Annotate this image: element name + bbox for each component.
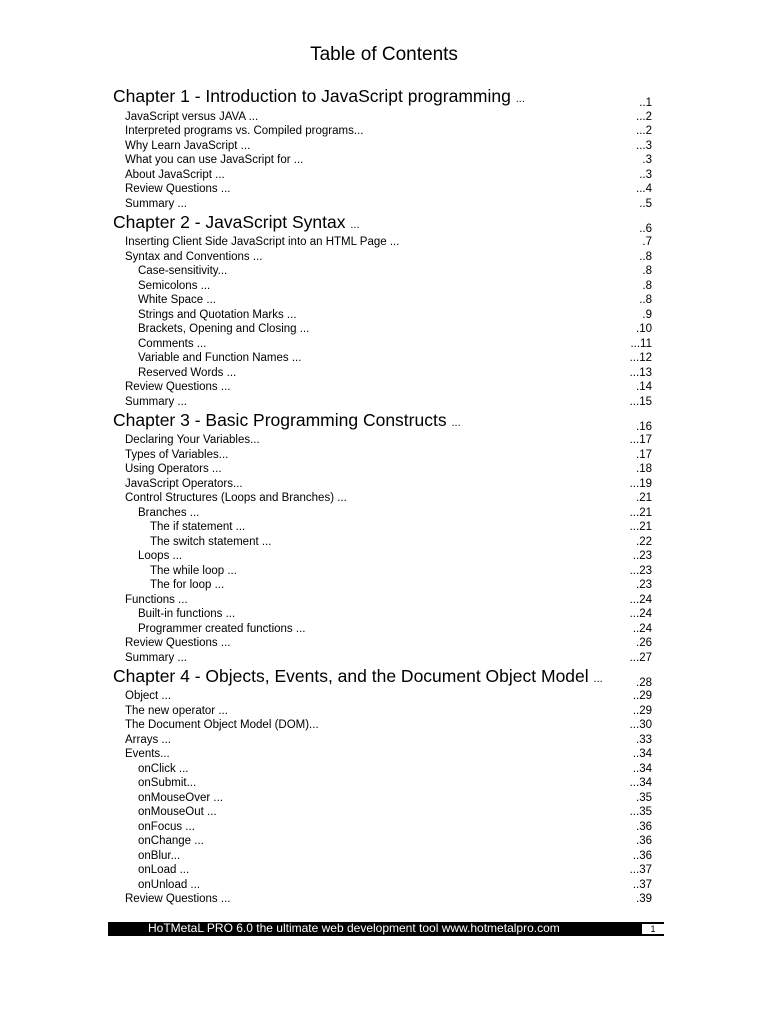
toc-entry[interactable] [0, 492, 768, 507]
toc-entry-page: ...35 [629, 806, 652, 818]
toc-entry[interactable] [0, 864, 768, 879]
toc-entry-title: Programmer created functions ... [138, 622, 306, 635]
toc-entry-title: onMouseOver ... [138, 791, 224, 804]
toc-list [0, 86, 768, 907]
toc-entry-title: Variable and Function Names ... [138, 352, 302, 364]
toc-entry[interactable] [0, 352, 768, 367]
toc-entry-title: JavaScript Operators... [125, 477, 243, 490]
toc-entry-page: ...37 [629, 864, 652, 876]
footer-text: HoTMetaL PRO 6.0 the ultimate web development tool www.hotmetalpro.com [148, 921, 560, 935]
page-title: Table of Contents [310, 44, 458, 65]
toc-entry-dots: ... [515, 93, 525, 105]
toc-entry[interactable] [0, 878, 768, 893]
toc-entry-title: White Space ... [138, 294, 216, 306]
toc-entry-page: ..34 [632, 762, 652, 775]
toc-entry-page: ..5 [639, 197, 652, 210]
toc-entry-page: ...2 [636, 110, 652, 123]
toc-entry[interactable] [0, 820, 768, 835]
toc-entry-page: ...12 [629, 352, 652, 364]
toc-entry-title: Comments ... [138, 337, 207, 350]
toc-entry[interactable] [0, 337, 768, 352]
toc-entry-page: ..23 [632, 550, 652, 562]
toc-entry[interactable] [0, 637, 768, 652]
toc-entry-title: Object ... [125, 690, 172, 702]
toc-entry-title: onClick ... [138, 762, 189, 775]
toc-entry-title: Strings and Quotation Marks ... [138, 308, 297, 321]
toc-entry[interactable] [0, 622, 768, 637]
toc-entry-title: The if statement ... [150, 521, 246, 533]
toc-entry[interactable] [0, 835, 768, 850]
toc-entry-title: Semicolons ... [138, 279, 211, 292]
toc-entry-title: The switch statement ... [150, 535, 272, 548]
toc-entry-page: ..8 [639, 250, 652, 263]
toc-entry-page: ..24 [632, 622, 652, 635]
toc-entry-page: ...15 [629, 395, 652, 408]
toc-entry[interactable] [0, 366, 768, 381]
toc-entry[interactable] [0, 250, 768, 265]
toc-entry[interactable] [0, 593, 768, 608]
toc-entry[interactable] [0, 550, 768, 565]
toc-entry[interactable] [0, 308, 768, 323]
toc-entry-page: .3 [642, 154, 652, 166]
toc-entry-title: Arrays ... [125, 733, 172, 746]
toc-entry-page: ...17 [629, 434, 652, 446]
toc-entry[interactable] [0, 849, 768, 864]
toc-entry[interactable] [0, 154, 768, 169]
toc-entry[interactable] [0, 733, 768, 748]
toc-entry[interactable] [0, 477, 768, 492]
toc-entry-page: .16 [636, 420, 652, 433]
toc-entry-title: Chapter 1 - Introduction to JavaScript programming ... [113, 86, 525, 106]
toc-entry-page: ..29 [632, 704, 652, 717]
toc-entry-page: .7 [642, 236, 652, 248]
toc-entry[interactable] [0, 748, 768, 763]
toc-entry[interactable] [0, 236, 768, 251]
toc-entry-page: ..3 [639, 168, 652, 181]
toc-entry[interactable] [0, 125, 768, 140]
toc-entry-title: The Document Object Model (DOM)... [125, 719, 319, 731]
toc-entry-title: Why Learn JavaScript ... [125, 139, 251, 152]
toc-entry-title: Types of Variables... [125, 448, 229, 461]
toc-entry-title: Syntax and Conventions ... [125, 250, 263, 263]
toc-chapter-entry[interactable] [0, 86, 768, 110]
toc-entry-title: onFocus ... [138, 820, 195, 833]
toc-entry-title: Using Operators ... [125, 463, 222, 475]
toc-entry-page: ...30 [629, 719, 652, 731]
toc-entry-page: ...13 [629, 366, 652, 379]
toc-entry-page: ..6 [639, 222, 652, 235]
footer-page-number: 1 [642, 924, 664, 934]
toc-entry[interactable] [0, 448, 768, 463]
toc-entry-title: Review Questions ... [125, 381, 231, 393]
toc-entry-title: JavaScript versus JAVA ... [125, 110, 259, 123]
toc-entry[interactable] [0, 777, 768, 792]
toc-entry[interactable] [0, 183, 768, 198]
toc-entry-title: The while loop ... [150, 564, 237, 577]
toc-chapter-entry[interactable] [0, 666, 768, 690]
toc-entry-page: .17 [636, 448, 652, 461]
toc-entry-title: Case-sensitivity... [138, 265, 228, 277]
toc-entry-title: Review Questions ... [125, 183, 231, 195]
toc-entry[interactable] [0, 719, 768, 734]
toc-entry[interactable] [0, 265, 768, 280]
toc-entry[interactable] [0, 690, 768, 705]
toc-entry-page: .23 [636, 579, 652, 591]
toc-entry-page: ...21 [629, 521, 652, 533]
toc-entry-title: About JavaScript ... [125, 168, 225, 181]
toc-entry[interactable] [0, 279, 768, 294]
toc-entry[interactable] [0, 651, 768, 666]
toc-entry-page: .21 [636, 492, 652, 504]
toc-entry[interactable] [0, 381, 768, 396]
toc-entry-title: Control Structures (Loops and Branches) ... [125, 492, 347, 504]
toc-entry-title: Loops ... [138, 550, 183, 562]
toc-entry[interactable] [0, 506, 768, 521]
toc-entry-page: ...2 [636, 125, 652, 137]
toc-entry[interactable] [0, 197, 768, 212]
toc-entry[interactable] [0, 535, 768, 550]
toc-entry-title: onSubmit... [138, 777, 197, 789]
toc-entry-title: Review Questions ... [125, 893, 231, 905]
toc-entry[interactable] [0, 395, 768, 410]
toc-entry-title: Summary ... [125, 197, 187, 210]
toc-entry-title: onUnload ... [138, 878, 201, 891]
toc-entry-title: onBlur... [138, 849, 181, 862]
toc-entry-page: ..1 [639, 97, 652, 109]
toc-entry-page: .8 [642, 279, 652, 292]
toc-chapter-entry[interactable] [0, 212, 768, 236]
toc-entry-page: .26 [636, 637, 652, 649]
toc-entry-title: Chapter 2 - JavaScript Syntax ... [113, 211, 360, 232]
toc-entry-page: .35 [636, 791, 652, 804]
toc-entry-title: onChange ... [138, 835, 204, 847]
toc-entry[interactable] [0, 110, 768, 125]
toc-entry-title: Summary ... [125, 395, 187, 408]
toc-entry-page: ...27 [629, 651, 652, 664]
toc-entry-title: onMouseOut ... [138, 806, 217, 818]
toc-entry-title: Interpreted programs vs. Compiled programs... [125, 125, 364, 137]
toc-entry-page: ..37 [632, 878, 652, 891]
toc-entry-page: .9 [642, 308, 652, 321]
toc-entry-page: ...24 [629, 593, 652, 606]
toc-entry[interactable] [0, 521, 768, 536]
toc-entry[interactable] [0, 463, 768, 478]
toc-entry-title: Brackets, Opening and Closing ... [138, 323, 310, 335]
toc-entry-title: What you can use JavaScript for ... [125, 154, 304, 166]
toc-entry-page: ...24 [629, 608, 652, 620]
toc-entry-page: .22 [636, 535, 652, 548]
toc-entry[interactable] [0, 893, 768, 908]
toc-entry-title: The new operator ... [125, 704, 228, 717]
toc-entry[interactable] [0, 791, 768, 806]
toc-entry-page: ..8 [639, 294, 652, 306]
toc-entry-page: .39 [636, 893, 652, 905]
toc-entry[interactable] [0, 608, 768, 623]
toc-entry-page: ..34 [632, 748, 652, 760]
toc-entry-page: ...4 [636, 183, 652, 195]
toc-entry[interactable] [0, 294, 768, 309]
toc-entry-page: .8 [642, 265, 652, 277]
toc-entry[interactable] [0, 564, 768, 579]
toc-entry[interactable] [0, 704, 768, 719]
toc-entry-page: .14 [636, 381, 652, 393]
toc-entry-title: Declaring Your Variables... [125, 434, 260, 446]
toc-entry-page: ..29 [632, 690, 652, 702]
toc-entry-title: Chapter 4 - Objects, Events, and the Document Object Model ... [113, 665, 603, 686]
toc-entry-page: ...19 [629, 477, 652, 490]
toc-entry-page: ...11 [630, 337, 652, 350]
toc-entry-page: .33 [636, 733, 652, 746]
toc-chapter-entry[interactable] [0, 410, 768, 434]
toc-entry-title: onLoad ... [138, 864, 190, 876]
toc-entry-page: ..36 [632, 849, 652, 862]
toc-entry-title: Inserting Client Side JavaScript into an HTML Page ... [125, 236, 400, 248]
toc-entry-page: .36 [636, 820, 652, 833]
toc-entry-title: Chapter 3 - Basic Programming Constructs ... [113, 409, 461, 430]
toc-entry-dots: ... [451, 416, 461, 429]
toc-entry-page: .18 [636, 463, 652, 475]
toc-entry-dots: ... [593, 672, 603, 685]
toc-entry[interactable] [0, 168, 768, 183]
toc-entry-page: .36 [636, 835, 652, 847]
toc-entry-title: The for loop ... [150, 579, 225, 591]
toc-entry-title: Summary ... [125, 651, 187, 664]
toc-entry[interactable] [0, 806, 768, 821]
toc-entry-title: Functions ... [125, 593, 188, 606]
toc-entry-title: Built-in functions ... [138, 608, 236, 620]
footer-bar [108, 922, 664, 936]
toc-entry-page: .10 [636, 323, 652, 335]
toc-entry[interactable] [0, 579, 768, 594]
toc-entry[interactable] [0, 434, 768, 449]
toc-entry-title: Events... [125, 748, 170, 760]
toc-entry-dots: ... [350, 218, 360, 231]
toc-entry-title: Reserved Words ... [138, 366, 237, 379]
toc-entry-page: ...23 [629, 564, 652, 577]
toc-entry[interactable] [0, 323, 768, 338]
toc-entry-page: .28 [636, 676, 652, 689]
toc-entry-page: ...21 [629, 506, 652, 519]
toc-entry-page: ...34 [629, 777, 652, 789]
toc-entry[interactable] [0, 762, 768, 777]
toc-entry-title: Branches ... [138, 506, 200, 519]
toc-entry-page: ...3 [636, 139, 652, 152]
toc-entry[interactable] [0, 139, 768, 154]
toc-entry-title: Review Questions ... [125, 637, 231, 649]
